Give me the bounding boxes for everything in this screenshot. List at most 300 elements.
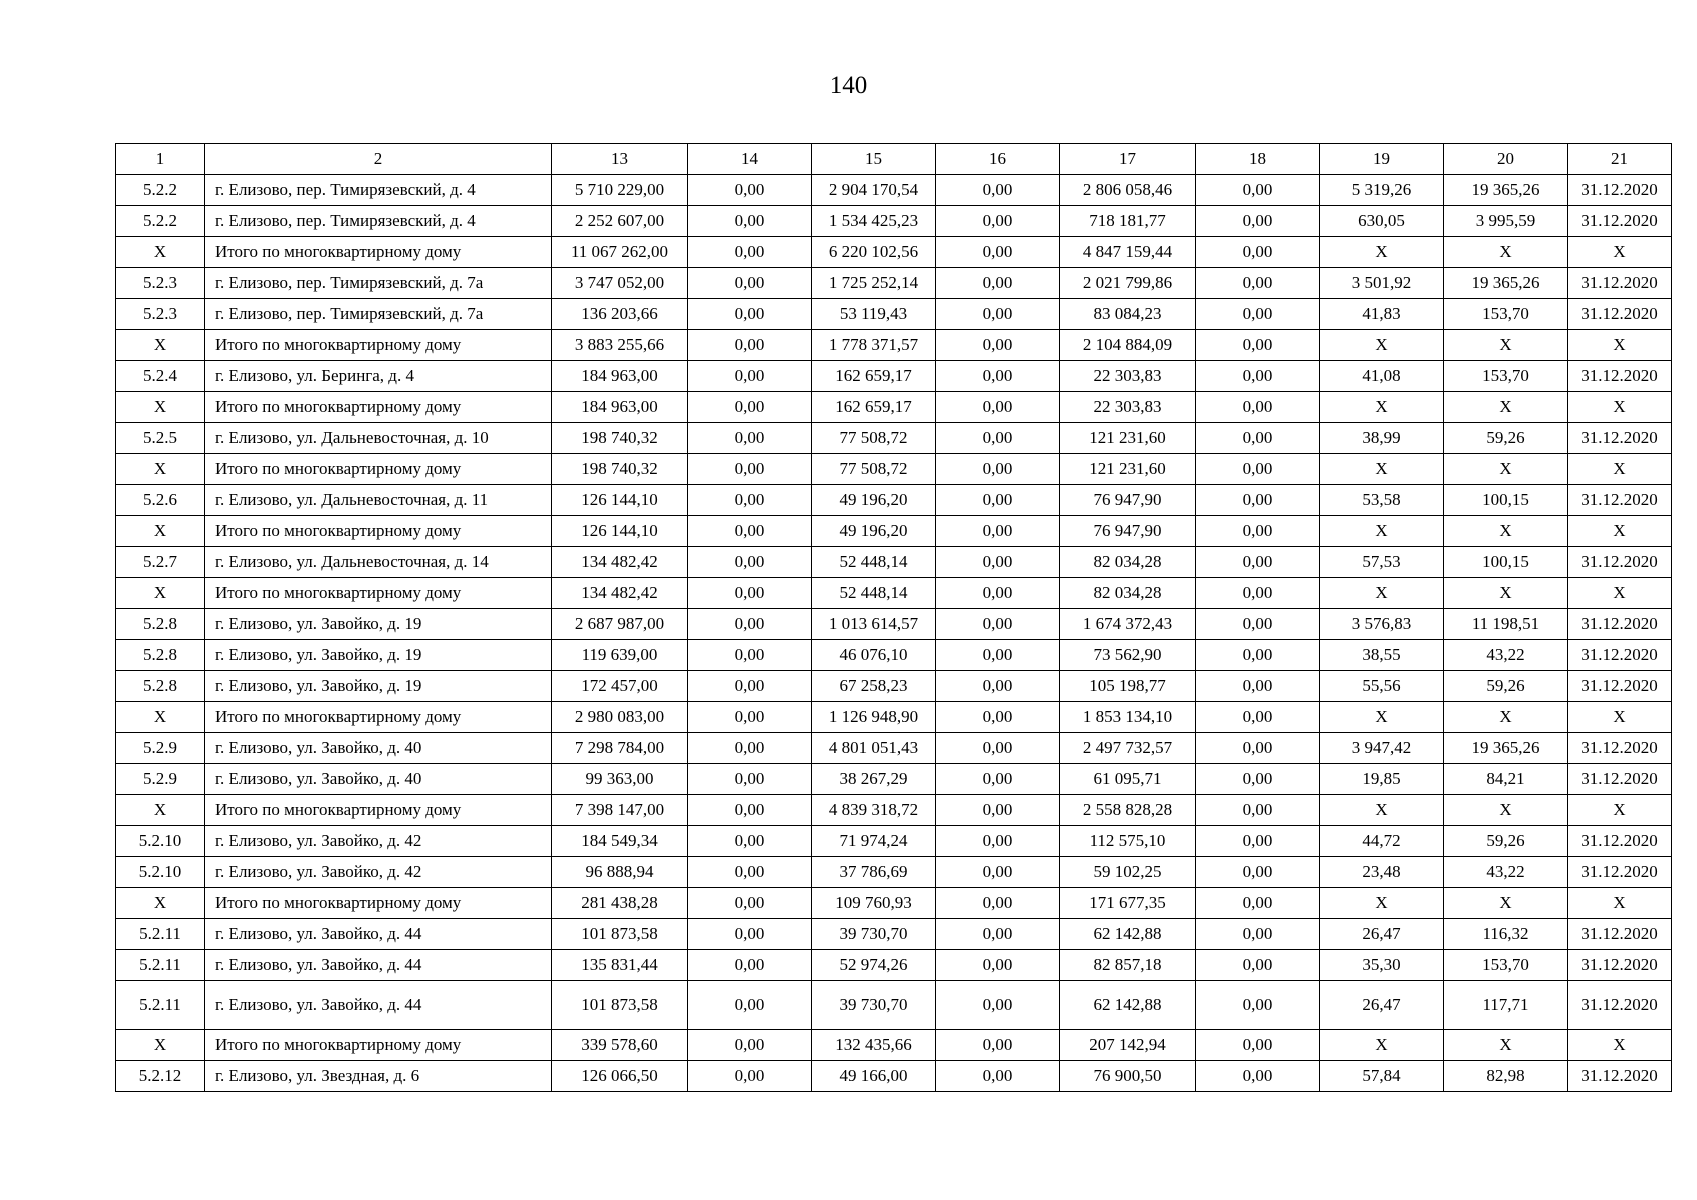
table-cell: 0,00	[936, 299, 1060, 330]
table-cell: 0,00	[1196, 609, 1320, 640]
table-cell: 101 873,58	[552, 919, 688, 950]
table-cell: 126 066,50	[552, 1061, 688, 1092]
table-cell: 2 021 799,86	[1060, 268, 1196, 299]
table-cell: 52 974,26	[812, 950, 936, 981]
table-cell: 76 900,50	[1060, 1061, 1196, 1092]
address-cell: г. Елизово, ул. Звездная, д. 6	[205, 1061, 552, 1092]
table-cell: X	[1444, 516, 1568, 547]
table-cell: 134 482,42	[552, 547, 688, 578]
table-cell: 0,00	[936, 609, 1060, 640]
table-cell: 0,00	[936, 826, 1060, 857]
table-cell: 31.12.2020	[1568, 299, 1672, 330]
table-total-row	[116, 702, 1672, 733]
table-cell: 82,98	[1444, 1061, 1568, 1092]
table-cell: X	[1568, 702, 1672, 733]
table-cell: 5.2.7	[116, 547, 205, 578]
table-cell: 6 220 102,56	[812, 237, 936, 268]
table-cell: 57,53	[1320, 547, 1444, 578]
address-cell: Итого по многоквартирному дому	[205, 392, 552, 423]
table-cell: 22 303,83	[1060, 361, 1196, 392]
table-cell: 116,32	[1444, 919, 1568, 950]
table-cell: 0,00	[688, 950, 812, 981]
table-cell: 121 231,60	[1060, 454, 1196, 485]
table-cell: 0,00	[1196, 268, 1320, 299]
address-cell: г. Елизово, ул. Завойко, д. 40	[205, 764, 552, 795]
table-cell: 53,58	[1320, 485, 1444, 516]
table-cell: 7 298 784,00	[552, 733, 688, 764]
table-cell: 132 435,66	[812, 1030, 936, 1061]
table-cell: 2 980 083,00	[552, 702, 688, 733]
table-cell: 31.12.2020	[1568, 361, 1672, 392]
table-cell: 31.12.2020	[1568, 609, 1672, 640]
address-cell: г. Елизово, ул. Дальневосточная, д. 11	[205, 485, 552, 516]
table-total-row	[116, 1030, 1672, 1061]
table-cell: X	[1444, 237, 1568, 268]
table-cell: 31.12.2020	[1568, 640, 1672, 671]
table-cell: 101 873,58	[552, 981, 688, 1030]
table-cell: X	[116, 516, 205, 547]
table-cell: 0,00	[688, 609, 812, 640]
page-number: 140	[829, 72, 868, 99]
table-cell: X	[1568, 330, 1672, 361]
table-cell: 0,00	[688, 547, 812, 578]
table-cell: 71 974,24	[812, 826, 936, 857]
address-cell: Итого по многоквартирному дому	[205, 516, 552, 547]
address-cell: Итого по многоквартирному дому	[205, 888, 552, 919]
table-cell: 0,00	[688, 423, 812, 454]
table-cell: 0,00	[936, 423, 1060, 454]
table-cell: 0,00	[688, 392, 812, 423]
table-cell: 0,00	[688, 454, 812, 485]
table-cell: 59,26	[1444, 671, 1568, 702]
table-cell: 112 575,10	[1060, 826, 1196, 857]
table-cell: X	[1568, 516, 1672, 547]
table-cell: 5 710 229,00	[552, 175, 688, 206]
table-cell: 5.2.8	[116, 671, 205, 702]
table-cell: 77 508,72	[812, 423, 936, 454]
table-cell: 153,70	[1444, 361, 1568, 392]
table-cell: 1 853 134,10	[1060, 702, 1196, 733]
table-cell: X	[1320, 888, 1444, 919]
address-cell: г. Елизово, ул. Завойко, д. 42	[205, 857, 552, 888]
table-cell: 49 196,20	[812, 516, 936, 547]
table-cell: 121 231,60	[1060, 423, 1196, 454]
table-cell: 0,00	[936, 485, 1060, 516]
column-header: 14	[688, 144, 812, 175]
table-row	[116, 764, 1672, 795]
table-cell: 0,00	[936, 919, 1060, 950]
address-cell: г. Елизово, пер. Тимирязевский, д. 7а	[205, 299, 552, 330]
table-cell: 3 747 052,00	[552, 268, 688, 299]
address-cell: г. Елизово, ул. Завойко, д. 40	[205, 733, 552, 764]
table-cell: 0,00	[936, 1030, 1060, 1061]
table-cell: 11 198,51	[1444, 609, 1568, 640]
address-cell: г. Елизово, ул. Завойко, д. 44	[205, 950, 552, 981]
table-row	[116, 671, 1672, 702]
column-header: 1	[116, 144, 205, 175]
table-cell: 5.2.10	[116, 857, 205, 888]
table-cell: 207 142,94	[1060, 1030, 1196, 1061]
table-cell: 0,00	[688, 361, 812, 392]
table-cell: X	[1320, 392, 1444, 423]
address-cell: г. Елизово, пер. Тимирязевский, д. 7а	[205, 268, 552, 299]
table-cell: 38,99	[1320, 423, 1444, 454]
table-cell: 134 482,42	[552, 578, 688, 609]
column-header: 15	[812, 144, 936, 175]
table-cell: 162 659,17	[812, 361, 936, 392]
table-cell: 0,00	[936, 981, 1060, 1030]
table-cell: 31.12.2020	[1568, 206, 1672, 237]
table-cell: 7 398 147,00	[552, 795, 688, 826]
table-cell: 19,85	[1320, 764, 1444, 795]
table-cell: 0,00	[688, 826, 812, 857]
table-cell: X	[1320, 330, 1444, 361]
table-row	[116, 268, 1672, 299]
table-cell: 117,71	[1444, 981, 1568, 1030]
table-cell: 31.12.2020	[1568, 547, 1672, 578]
table-cell: 281 438,28	[552, 888, 688, 919]
table-cell: 0,00	[688, 888, 812, 919]
table-cell: X	[116, 1030, 205, 1061]
table-cell: 38,55	[1320, 640, 1444, 671]
table-cell: 0,00	[688, 516, 812, 547]
table-cell: X	[116, 702, 205, 733]
table-cell: 0,00	[936, 392, 1060, 423]
table-cell: 0,00	[688, 795, 812, 826]
table-cell: 339 578,60	[552, 1030, 688, 1061]
table-cell: 1 778 371,57	[812, 330, 936, 361]
table-cell: X	[116, 330, 205, 361]
table-cell: 62 142,88	[1060, 981, 1196, 1030]
address-cell: Итого по многоквартирному дому	[205, 702, 552, 733]
table-cell: 31.12.2020	[1568, 857, 1672, 888]
table-row	[116, 547, 1672, 578]
table-cell: 41,08	[1320, 361, 1444, 392]
table-cell: 184 963,00	[552, 361, 688, 392]
table-cell: 5.2.9	[116, 764, 205, 795]
table-row	[116, 361, 1672, 392]
table-cell: 119 639,00	[552, 640, 688, 671]
table-cell: 0,00	[1196, 330, 1320, 361]
address-cell: г. Елизово, ул. Дальневосточная, д. 10	[205, 423, 552, 454]
column-header: 2	[205, 144, 552, 175]
table-cell: 5.2.2	[116, 175, 205, 206]
table-cell: 5.2.5	[116, 423, 205, 454]
table-cell: 55,56	[1320, 671, 1444, 702]
table-cell: 5.2.11	[116, 919, 205, 950]
table-cell: 31.12.2020	[1568, 1061, 1672, 1092]
table-cell: 31.12.2020	[1568, 826, 1672, 857]
table-cell: 0,00	[688, 857, 812, 888]
table-cell: 0,00	[936, 888, 1060, 919]
table-cell: 162 659,17	[812, 392, 936, 423]
table-cell: 31.12.2020	[1568, 733, 1672, 764]
table-cell: X	[116, 237, 205, 268]
table-cell: 2 497 732,57	[1060, 733, 1196, 764]
table-cell: X	[1444, 392, 1568, 423]
table-total-row	[116, 888, 1672, 919]
table-cell: 126 144,10	[552, 485, 688, 516]
table-cell: 38 267,29	[812, 764, 936, 795]
column-header: 17	[1060, 144, 1196, 175]
table-cell: 5.2.11	[116, 950, 205, 981]
table-cell: 44,72	[1320, 826, 1444, 857]
table-cell: 0,00	[1196, 733, 1320, 764]
table-cell: X	[1568, 1030, 1672, 1061]
table-cell: 5.2.4	[116, 361, 205, 392]
table-cell: X	[1320, 795, 1444, 826]
table-cell: 73 562,90	[1060, 640, 1196, 671]
table-cell: 5.2.8	[116, 609, 205, 640]
table-cell: 0,00	[688, 1030, 812, 1061]
table-cell: 26,47	[1320, 919, 1444, 950]
table-cell: 0,00	[688, 268, 812, 299]
table-row	[116, 857, 1672, 888]
table-cell: 59 102,25	[1060, 857, 1196, 888]
table-row	[116, 1061, 1672, 1092]
table-cell: X	[1444, 578, 1568, 609]
table-cell: 4 801 051,43	[812, 733, 936, 764]
table-cell: 31.12.2020	[1568, 268, 1672, 299]
column-header: 20	[1444, 144, 1568, 175]
table-cell: X	[1444, 702, 1568, 733]
table-cell: X	[1320, 454, 1444, 485]
table-cell: 62 142,88	[1060, 919, 1196, 950]
table-cell: 5.2.2	[116, 206, 205, 237]
table-cell: 59,26	[1444, 423, 1568, 454]
table-cell: 52 448,14	[812, 578, 936, 609]
table-cell: 31.12.2020	[1568, 764, 1672, 795]
table-cell: 184 963,00	[552, 392, 688, 423]
table-cell: 1 013 614,57	[812, 609, 936, 640]
table-cell: 2 252 607,00	[552, 206, 688, 237]
table-cell: X	[1568, 795, 1672, 826]
table-cell: 76 947,90	[1060, 485, 1196, 516]
table-cell: 0,00	[688, 733, 812, 764]
table-cell: 0,00	[688, 299, 812, 330]
table-total-row	[116, 454, 1672, 485]
table-total-row	[116, 237, 1672, 268]
table-cell: 0,00	[1196, 454, 1320, 485]
table-cell: 31.12.2020	[1568, 671, 1672, 702]
table-cell: 136 203,66	[552, 299, 688, 330]
table-cell: 198 740,32	[552, 454, 688, 485]
table-cell: 0,00	[1196, 485, 1320, 516]
table-cell: 0,00	[688, 640, 812, 671]
table-cell: X	[1444, 1030, 1568, 1061]
table-cell: 31.12.2020	[1568, 981, 1672, 1030]
table-row	[116, 175, 1672, 206]
table-cell: 5 319,26	[1320, 175, 1444, 206]
column-header: 18	[1196, 144, 1320, 175]
table-cell: 100,15	[1444, 485, 1568, 516]
address-cell: г. Елизово, ул. Завойко, д. 19	[205, 609, 552, 640]
table-cell: 184 549,34	[552, 826, 688, 857]
table-cell: 0,00	[936, 733, 1060, 764]
table-cell: 37 786,69	[812, 857, 936, 888]
table-cell: 3 947,42	[1320, 733, 1444, 764]
table-cell: X	[1320, 578, 1444, 609]
table-cell: 0,00	[688, 175, 812, 206]
table-cell: 0,00	[1196, 1061, 1320, 1092]
table-row	[116, 950, 1672, 981]
table-cell: 39 730,70	[812, 919, 936, 950]
table-cell: 3 995,59	[1444, 206, 1568, 237]
table-cell: 53 119,43	[812, 299, 936, 330]
table-cell: 105 198,77	[1060, 671, 1196, 702]
table-cell: 0,00	[936, 640, 1060, 671]
column-header: 19	[1320, 144, 1444, 175]
address-cell: Итого по многоквартирному дому	[205, 330, 552, 361]
table-cell: 0,00	[1196, 764, 1320, 795]
table-cell: 0,00	[1196, 795, 1320, 826]
table-cell: 3 576,83	[1320, 609, 1444, 640]
table-cell: 1 725 252,14	[812, 268, 936, 299]
table-cell: 22 303,83	[1060, 392, 1196, 423]
table-cell: 0,00	[1196, 950, 1320, 981]
table-cell: 31.12.2020	[1568, 919, 1672, 950]
table-cell: 35,30	[1320, 950, 1444, 981]
table-cell: 0,00	[936, 547, 1060, 578]
table-cell: X	[1444, 454, 1568, 485]
table-cell: 630,05	[1320, 206, 1444, 237]
table-cell: 49 196,20	[812, 485, 936, 516]
table-cell: 96 888,94	[552, 857, 688, 888]
table-cell: 0,00	[688, 485, 812, 516]
table-cell: 0,00	[1196, 361, 1320, 392]
table-cell: X	[116, 392, 205, 423]
table-cell: X	[1568, 237, 1672, 268]
table-cell: 126 144,10	[552, 516, 688, 547]
table-cell: X	[1320, 516, 1444, 547]
table-row	[116, 919, 1672, 950]
table-cell: 0,00	[936, 206, 1060, 237]
table-cell: 0,00	[1196, 888, 1320, 919]
table-cell: 5.2.8	[116, 640, 205, 671]
table-cell: 31.12.2020	[1568, 485, 1672, 516]
table-cell: X	[1568, 392, 1672, 423]
table-cell: 153,70	[1444, 950, 1568, 981]
table-cell: 0,00	[1196, 702, 1320, 733]
table-cell: 0,00	[936, 361, 1060, 392]
table-row	[116, 423, 1672, 454]
table-cell: 31.12.2020	[1568, 175, 1672, 206]
table-cell: X	[1568, 888, 1672, 919]
table-cell: 23,48	[1320, 857, 1444, 888]
table-cell: 0,00	[688, 206, 812, 237]
table-cell: 0,00	[936, 516, 1060, 547]
table-total-row	[116, 795, 1672, 826]
table-cell: 61 095,71	[1060, 764, 1196, 795]
table-cell: 3 501,92	[1320, 268, 1444, 299]
table-cell: 82 034,28	[1060, 547, 1196, 578]
table-cell: 1 674 372,43	[1060, 609, 1196, 640]
table-cell: 0,00	[936, 1061, 1060, 1092]
table-cell: 5.2.6	[116, 485, 205, 516]
table-cell: 0,00	[688, 1061, 812, 1092]
table-row	[116, 733, 1672, 764]
table-cell: 39 730,70	[812, 981, 936, 1030]
table-cell: 0,00	[688, 981, 812, 1030]
table-cell: 0,00	[936, 795, 1060, 826]
table-cell: 0,00	[936, 950, 1060, 981]
table-cell: 99 363,00	[552, 764, 688, 795]
table-cell: 198 740,32	[552, 423, 688, 454]
table-cell: 0,00	[1196, 175, 1320, 206]
table-cell: 41,83	[1320, 299, 1444, 330]
table-cell: 0,00	[936, 578, 1060, 609]
address-cell: г. Елизово, ул. Беринга, д. 4	[205, 361, 552, 392]
table-cell: 0,00	[936, 175, 1060, 206]
table-cell: 1 534 425,23	[812, 206, 936, 237]
table-cell: 0,00	[688, 578, 812, 609]
table-cell: 2 806 058,46	[1060, 175, 1196, 206]
table-cell: 5.2.10	[116, 826, 205, 857]
table-cell: 67 258,23	[812, 671, 936, 702]
table-cell: 0,00	[688, 237, 812, 268]
column-header: 16	[936, 144, 1060, 175]
table-cell: 0,00	[688, 702, 812, 733]
table-cell: 2 558 828,28	[1060, 795, 1196, 826]
table-cell: 4 847 159,44	[1060, 237, 1196, 268]
table-cell: 135 831,44	[552, 950, 688, 981]
table-cell: 26,47	[1320, 981, 1444, 1030]
table-cell: 19 365,26	[1444, 175, 1568, 206]
table-cell: 0,00	[1196, 826, 1320, 857]
data-table	[115, 143, 1672, 1092]
table-cell: 0,00	[1196, 237, 1320, 268]
table-cell: 0,00	[1196, 578, 1320, 609]
table-cell: 5.2.12	[116, 1061, 205, 1092]
address-cell: г. Елизово, пер. Тимирязевский, д. 4	[205, 175, 552, 206]
table-cell: 0,00	[688, 764, 812, 795]
table-cell: X	[116, 578, 205, 609]
address-cell: г. Елизово, ул. Завойко, д. 44	[205, 919, 552, 950]
table-cell: 100,15	[1444, 547, 1568, 578]
table-cell: X	[1444, 330, 1568, 361]
table-cell: X	[1568, 578, 1672, 609]
table-cell: X	[1320, 702, 1444, 733]
table-cell: 0,00	[688, 330, 812, 361]
address-cell: Итого по многоквартирному дому	[205, 795, 552, 826]
table-total-row	[116, 392, 1672, 423]
table-cell: 0,00	[936, 237, 1060, 268]
address-cell: Итого по многоквартирному дому	[205, 1030, 552, 1061]
table-row	[116, 206, 1672, 237]
table-cell: 5.2.3	[116, 268, 205, 299]
table-cell: 52 448,14	[812, 547, 936, 578]
table-cell: X	[116, 454, 205, 485]
address-cell: г. Елизово, ул. Завойко, д. 19	[205, 671, 552, 702]
table-cell: 1 126 948,90	[812, 702, 936, 733]
table-cell: 2 104 884,09	[1060, 330, 1196, 361]
table-row	[116, 826, 1672, 857]
table-cell: 43,22	[1444, 640, 1568, 671]
table-cell: X	[1568, 454, 1672, 485]
table-cell: 19 365,26	[1444, 733, 1568, 764]
column-header: 13	[552, 144, 688, 175]
column-header: 21	[1568, 144, 1672, 175]
table-cell: 82 034,28	[1060, 578, 1196, 609]
table-cell: 0,00	[1196, 206, 1320, 237]
table-cell: 0,00	[688, 671, 812, 702]
address-cell: г. Елизово, пер. Тимирязевский, д. 4	[205, 206, 552, 237]
table-cell: 0,00	[1196, 640, 1320, 671]
table-cell: 0,00	[936, 454, 1060, 485]
table-cell: X	[116, 888, 205, 919]
table-cell: 0,00	[1196, 516, 1320, 547]
address-cell: г. Елизово, ул. Завойко, д. 42	[205, 826, 552, 857]
